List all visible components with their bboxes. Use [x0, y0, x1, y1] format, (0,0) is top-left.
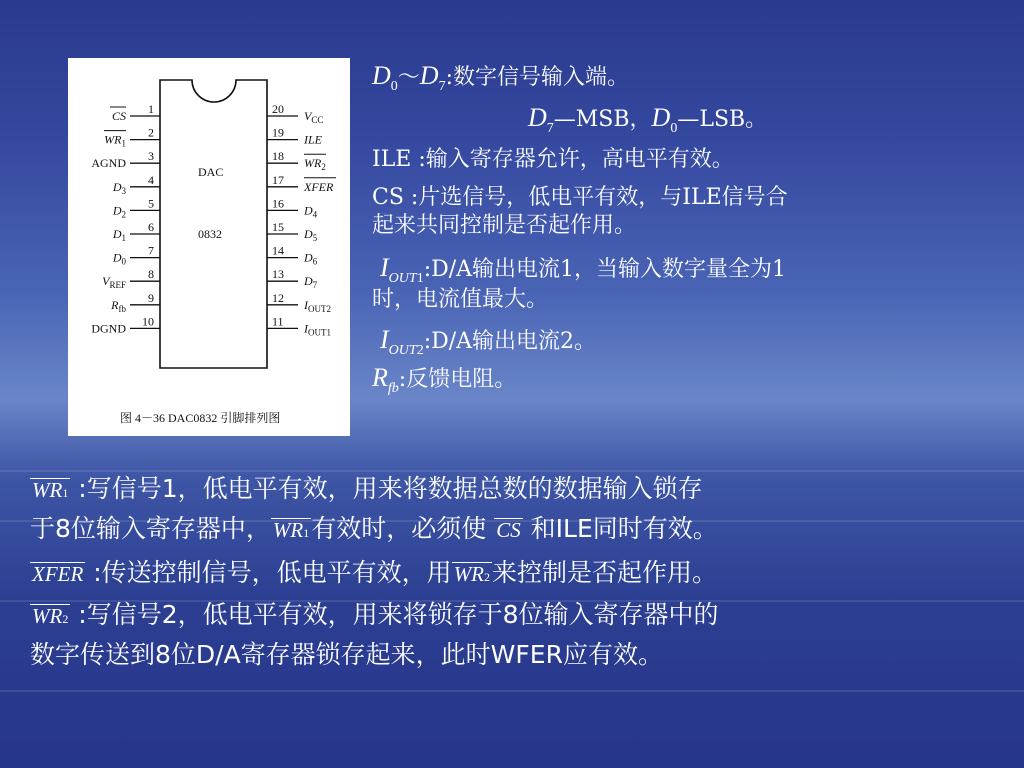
pin-10: [91, 314, 160, 335]
wr2-sub: 2: [484, 570, 491, 584]
pin-20: [267, 102, 323, 125]
para-wr1: [30, 470, 703, 508]
pin-16: [267, 196, 318, 219]
pin-19: [267, 126, 323, 147]
pin-2: [104, 126, 160, 149]
para-wr1-cont: [30, 510, 718, 548]
pin-15: [267, 220, 318, 243]
pin-number: 12: [272, 290, 284, 305]
pin-desc-text: :反馈电阻。: [398, 367, 517, 392]
cs-symbol: CS: [496, 518, 521, 542]
pin-14: [267, 244, 318, 267]
pin-8: [102, 267, 160, 290]
pin-desc-text: :D/A输出电流1，当输入数字量全为1: [423, 257, 787, 282]
pin-desc-cs: CS :片选信号，低电平有效，与ILE信号合: [372, 185, 788, 210]
pin-label: $I_{OUT1}$: [304, 321, 331, 338]
tilde: ～: [397, 65, 420, 90]
para-text: :传送控制信号，低电平有效，用: [85, 558, 452, 587]
pin-9: [110, 291, 160, 314]
wr2-label: WR: [32, 604, 63, 628]
symbol-d: D: [528, 103, 547, 132]
para-text: 来控制是否起作用。: [492, 558, 718, 587]
pin-label: $WR_1$: [104, 132, 126, 149]
subscript: OUT: [388, 343, 417, 358]
para-wr2: [30, 596, 719, 634]
dac0832-pinout-figure: [68, 58, 350, 436]
wr2-sub: 2: [62, 612, 69, 626]
wr1-symbol: [271, 518, 311, 544]
pin-label: CS: [111, 109, 126, 123]
pin-number: 19: [272, 125, 284, 140]
pin-label: $D_0$: [112, 250, 126, 267]
background-wave: [0, 690, 1024, 692]
wr2-label: WR: [453, 562, 485, 586]
pin-17: [267, 173, 336, 194]
pin-number: 15: [272, 220, 284, 234]
pin-label: ILE: [304, 132, 322, 147]
pin-number: 5: [148, 196, 154, 211]
para-text: 于8位输入寄存器中，: [30, 514, 271, 543]
symbol-d: D: [419, 61, 439, 90]
pin-desc-iout2: [380, 326, 596, 364]
symbol-i: I: [380, 253, 389, 282]
msb-text: —MSB，: [553, 107, 652, 132]
pin-desc-text: :数字信号输入端。: [445, 65, 629, 90]
pin-number: 14: [272, 243, 284, 258]
subscript: fb: [387, 381, 399, 396]
pin-7: [112, 244, 160, 267]
pin-label: XFER: [304, 179, 334, 194]
pin-number: 10: [142, 314, 154, 329]
para-text: 有效时，必须使: [311, 514, 495, 543]
symbol-d: D: [651, 103, 671, 132]
pin-4: [112, 173, 160, 196]
xfer-symbol: XFER: [32, 562, 84, 586]
pin-number: 17: [272, 172, 284, 187]
pin-label: $WR_2$: [304, 156, 326, 173]
para-text: 和ILE同时有效。: [522, 514, 718, 543]
subscript: OUT: [388, 271, 417, 286]
lsb-text: —LSB。: [677, 107, 768, 132]
pin-number: 7: [148, 243, 154, 258]
pin-number: 16: [272, 196, 284, 211]
pin-label: $D_7$: [304, 274, 318, 291]
pin-desc-text: :D/A输出电流2。: [423, 329, 597, 354]
chip-name-2: 0832: [198, 227, 222, 241]
subscript: 2: [416, 343, 424, 358]
wr1-sub: 1: [62, 486, 69, 500]
chip-name-1: DAC: [198, 165, 224, 179]
pin-desc-msb-lsb: [528, 104, 767, 142]
subscript: 1: [416, 271, 424, 286]
pin-label: AGND: [91, 156, 126, 171]
pin-11: [267, 314, 331, 337]
pin-number: 2: [148, 125, 154, 140]
pin-label: $R_{fb}$: [111, 297, 126, 314]
para-text: :写信号1，低电平有效，用来将数据总数的数据输入锁存: [70, 474, 703, 503]
pin-1: [110, 102, 160, 123]
pin-desc-iout1-cont: 时，电流值最大。: [372, 287, 549, 312]
pin-label: $V_{REF}$: [102, 274, 126, 291]
pin-label: $V_{CC}$: [304, 109, 324, 125]
wr1-symbol: [30, 478, 70, 504]
pin-label: $I_{OUT2}$: [304, 297, 331, 314]
chip-diagram: [68, 58, 350, 436]
pin-desc-rfb: [372, 364, 516, 402]
wr1-label: WR: [272, 518, 304, 542]
subscript: 0: [390, 79, 398, 94]
pin-desc-data-inputs: [372, 62, 629, 100]
wr1-sub: 1: [303, 526, 310, 540]
pin-number: 9: [148, 290, 154, 305]
wr2-symbol: [30, 604, 70, 630]
wr2-symbol: [452, 562, 492, 588]
pin-label: DGND: [91, 321, 126, 336]
pin-number: 1: [148, 102, 154, 116]
pin-label: $D_2$: [112, 203, 126, 220]
pin-6: [112, 220, 160, 243]
pin-number: 8: [148, 267, 154, 282]
pin-13: [267, 267, 318, 290]
pin-label: $D_6$: [304, 250, 318, 267]
symbol-r: R: [372, 363, 388, 392]
pin-12: [267, 291, 331, 314]
pin-label: $D_4$: [304, 203, 318, 220]
para-xfer: [30, 554, 717, 592]
pin-3: [91, 149, 160, 170]
para-wr2-cont: 数字传送到8位D/A寄存器锁存起来，此时WFER应有效。: [30, 640, 663, 669]
pin-number: 11: [272, 314, 284, 329]
symbol-d: D: [372, 61, 391, 90]
pin-18: [267, 149, 326, 172]
subscript: 0: [670, 121, 678, 136]
symbol-i: I: [380, 325, 389, 354]
subscript: 7: [546, 121, 554, 136]
pin-number: 4: [148, 172, 154, 187]
pin-number: 18: [272, 149, 284, 164]
pin-number: 3: [148, 149, 154, 164]
wr1-label: WR: [32, 478, 63, 502]
pin-desc-cs-cont: 起来共同控制是否起作用。: [372, 213, 637, 238]
chip-body: [160, 80, 267, 368]
pin-number: 20: [272, 102, 284, 116]
pin-5: [112, 196, 160, 219]
para-text: :写信号2，低电平有效，用来将锁存于8位输入寄存器中的: [70, 600, 719, 629]
pin-label: $D_1$: [112, 227, 126, 243]
pin-label: $D_3$: [112, 179, 126, 196]
pin-number: 13: [272, 267, 284, 282]
pin-desc-ile: ILE :输入寄存器允许，高电平有效。: [372, 147, 734, 172]
pin-number: 6: [148, 220, 154, 234]
figure-caption: 图 4－36 DAC0832 引脚排列图: [120, 411, 281, 425]
subscript: 7: [438, 79, 446, 94]
pin-label: $D_5$: [304, 227, 318, 243]
